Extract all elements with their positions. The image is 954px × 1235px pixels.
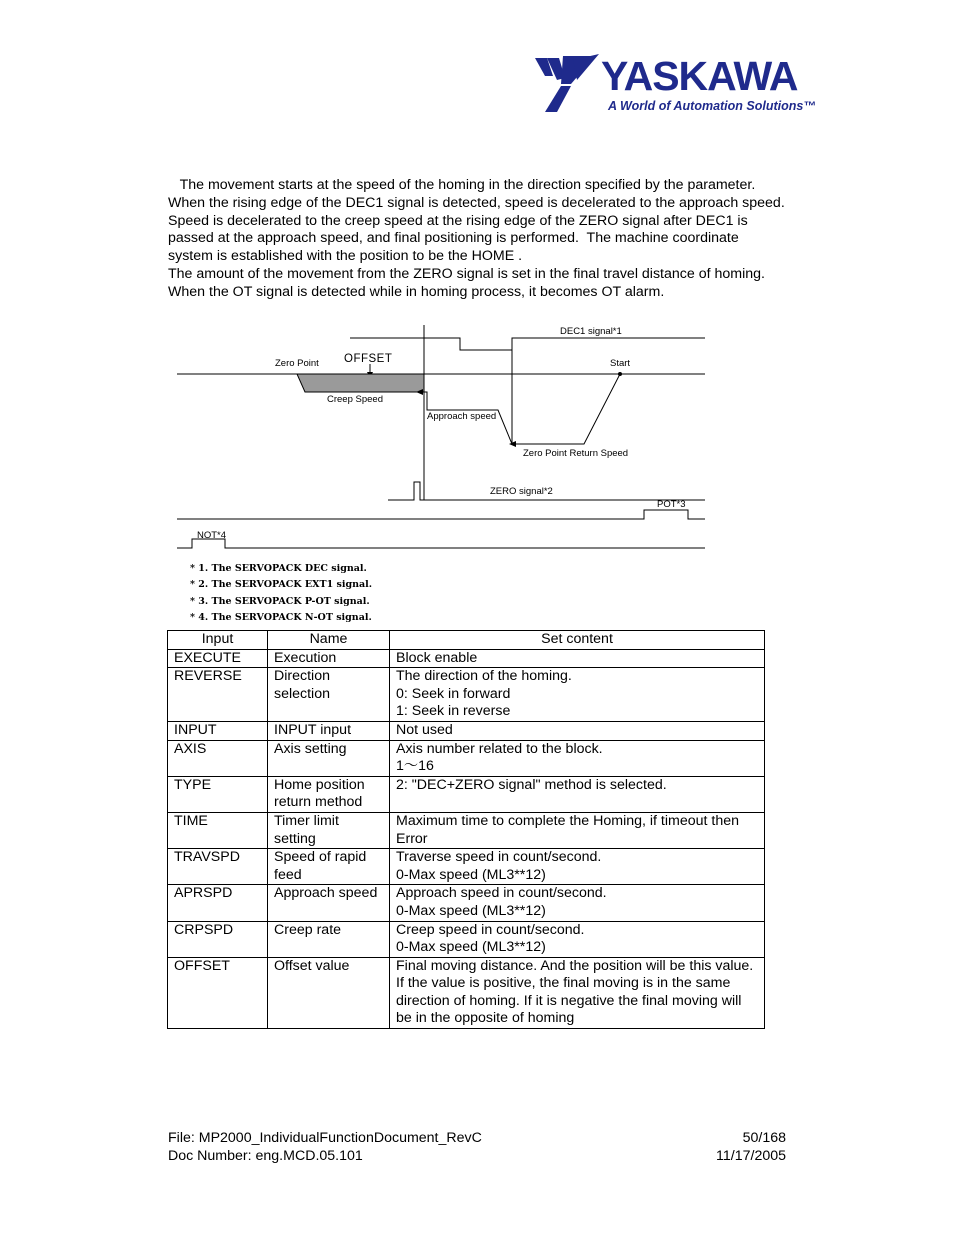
content-line: 0-Max speed (ML3**12) [396, 902, 546, 919]
input-cell: REVERSE [168, 668, 268, 722]
content-cell [390, 921, 765, 957]
name-cell: Offset value [268, 957, 390, 1028]
content-line: 1～16 [396, 758, 434, 775]
page-footer [168, 1130, 786, 1165]
approach-speed-label: Approach speed [427, 411, 497, 422]
input-cell: AXIS [168, 740, 268, 776]
content-line: 2: "DEC+ZERO signal" method is selected. [396, 776, 667, 793]
pot-signal-label: POT*3 [657, 499, 686, 510]
content-line: 1: Seek in reverse [396, 703, 511, 720]
intro-line: Speed is decelerated to the creep speed at the rising edge of the ZERO signal after DEC1 is [168, 212, 748, 229]
content-cell [390, 885, 765, 921]
name-cell: Direction selection [268, 668, 390, 722]
footer-page-number: 50/168 [742, 1130, 786, 1146]
yaskawa-emblem-icon [533, 54, 603, 116]
table-row [168, 668, 765, 722]
content-cell [390, 668, 765, 722]
creep-area [297, 374, 424, 392]
intro-line: When the OT signal is detected while in homing process, it becomes OT alarm. [168, 283, 665, 300]
content-cell [390, 776, 765, 812]
table-row [168, 649, 765, 668]
intro-text [168, 177, 868, 302]
speed-profile [424, 374, 620, 444]
brand-name: YASKAWA [601, 53, 798, 99]
input-cell: INPUT [168, 721, 268, 740]
intro-line: When the rising edge of the DEC1 signal is detected, speed is decelerated to the approach speed. [168, 194, 785, 211]
content-cell [390, 721, 765, 740]
content-cell [390, 957, 765, 1028]
content-cell [390, 740, 765, 776]
homing-timing-diagram [170, 320, 715, 625]
content-line: 0: Seek in forward [396, 685, 511, 702]
input-cell: CRPSPD [168, 921, 268, 957]
creep-speed-label: Creep Speed [327, 394, 383, 405]
name-cell: Approach speed [268, 885, 390, 921]
column-header: Set content [390, 631, 765, 650]
parameter-table [167, 630, 765, 1029]
column-header: Input [168, 631, 268, 650]
intro-line: system is established with the position to be the HOME . [168, 248, 523, 265]
name-cell: Speed of rapid feed [268, 849, 390, 885]
content-cell [390, 849, 765, 885]
table-row [168, 885, 765, 921]
input-cell: TRAVSPD [168, 849, 268, 885]
content-line: Creep speed in count/second. [396, 921, 585, 938]
diagram-note: * 1. The SERVOPACK DEC signal. [190, 563, 367, 574]
brand-tagline: A World of Automation Solutions™ [608, 99, 816, 113]
content-line: 0-Max speed (ML3**12) [396, 866, 546, 883]
content-line: Not used [396, 721, 453, 738]
content-line: Maximum time to complete the Homing, if timeout then Error [396, 812, 740, 847]
input-cell: APRSPD [168, 885, 268, 921]
content-line: Block enable [396, 649, 478, 666]
input-cell: TIME [168, 812, 268, 848]
content-line: Approach speed in count/second. [396, 885, 607, 902]
zero-signal-label: ZERO signal*2 [490, 486, 553, 497]
footer-date: 11/17/2005 [716, 1147, 786, 1164]
name-cell: Creep rate [268, 921, 390, 957]
diagram-note: * 4. The SERVOPACK N-OT signal. [190, 612, 372, 623]
input-cell: OFFSET [168, 957, 268, 1028]
table-row [168, 721, 765, 740]
table-row [168, 957, 765, 1028]
intro-line: The amount of the movement from the ZERO signal is set in the final travel distance of homing. [168, 265, 765, 282]
content-cell [390, 812, 765, 848]
offset-label: OFFSET [344, 353, 393, 365]
name-cell: Axis setting [268, 740, 390, 776]
name-cell: INPUT input [268, 721, 390, 740]
input-cell: TYPE [168, 776, 268, 812]
table-header-row [168, 631, 765, 650]
not-signal-trace [177, 539, 705, 548]
not-signal-label: NOT*4 [197, 530, 227, 541]
content-line: The direction of the homing. [396, 668, 572, 685]
yaskawa-logo [533, 52, 823, 122]
dec1-signal-label: DEC1 signal*1 [560, 326, 622, 337]
content-line: Final moving distance. And the position will be this value. If the value is positive, the final moving is in the same direction of homing. If it is negative the final moving will be in the opposite of homing [396, 957, 754, 1027]
start-point-dot [618, 372, 622, 376]
table-row [168, 849, 765, 885]
zero-point-label: Zero Point [275, 358, 319, 369]
column-header: Name [268, 631, 390, 650]
table-row [168, 776, 765, 812]
diagram-note: * 3. The SERVOPACK P-OT signal. [190, 596, 370, 607]
table-row [168, 921, 765, 957]
footer-doc-number: Doc Number: eng.MCD.05.101 [168, 1147, 363, 1164]
name-cell: Timer limit setting [268, 812, 390, 848]
input-cell: EXECUTE [168, 649, 268, 668]
content-line: Axis number related to the block. [396, 740, 603, 757]
pot-signal-trace [177, 510, 705, 519]
name-cell: Execution [268, 649, 390, 668]
dec1-signal-trace [350, 338, 705, 350]
content-line: Traverse speed in count/second. [396, 849, 602, 866]
intro-line: passed at the approach speed, and final positioning is performed. The machine coordinate [168, 230, 739, 247]
table-row [168, 812, 765, 848]
diagram-note: * 2. The SERVOPACK EXT1 signal. [190, 579, 373, 590]
start-label: Start [610, 358, 631, 369]
table-row [168, 740, 765, 776]
content-line: 0-Max speed (ML3**12) [396, 939, 546, 956]
name-cell: Home position return method [268, 776, 390, 812]
intro-line: The movement starts at the speed of the homing in the direction specified by the parameter. [168, 177, 756, 193]
content-cell [390, 649, 765, 668]
return-speed-label: Zero Point Return Speed [523, 448, 629, 459]
footer-file: File: MP2000_IndividualFunctionDocument_RevC [168, 1130, 482, 1146]
